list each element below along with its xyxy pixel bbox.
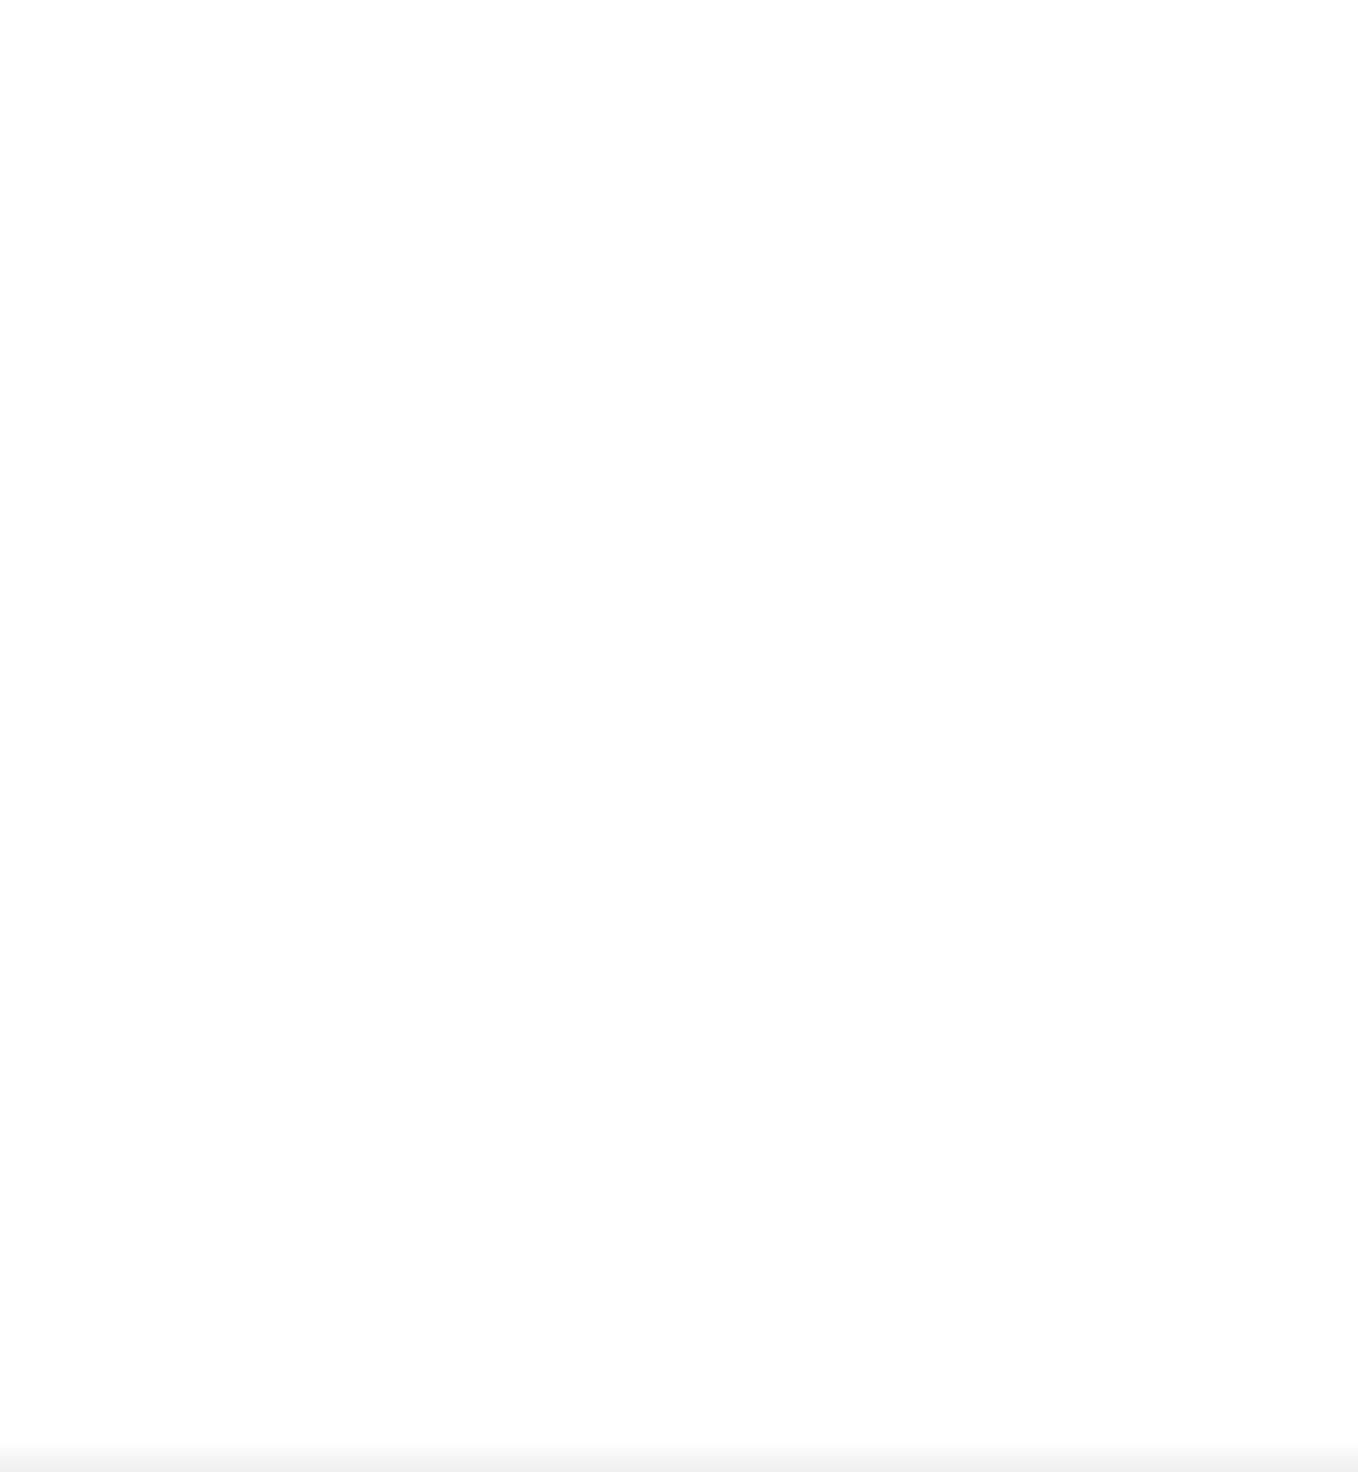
bottom-fade (0, 1442, 1358, 1472)
